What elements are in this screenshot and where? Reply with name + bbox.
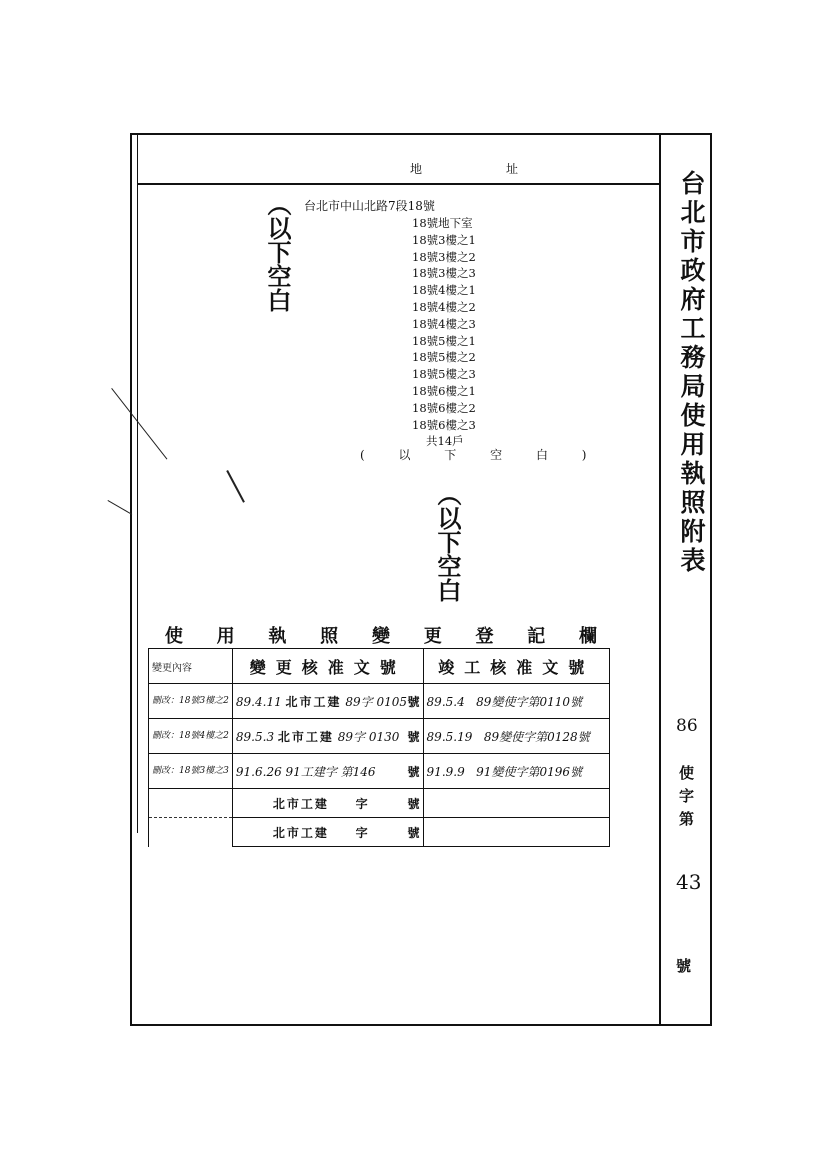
change-content [149, 818, 233, 847]
license-year: 86 [676, 716, 698, 736]
address-unit: 18號4樓之3 [412, 316, 476, 331]
register-title-char: 用 [216, 626, 235, 647]
completion-approval [423, 754, 609, 789]
address-main: 台北市中山北路7段18號 [304, 199, 435, 213]
approval-no: 第146 [340, 764, 376, 779]
approval-suffix: 號 [407, 729, 420, 744]
handwritten-blank-stamp: ︵以下空白 [263, 192, 292, 312]
change-content [149, 789, 233, 818]
completion-approval [423, 684, 609, 719]
approval-prefix: 北市工建 [272, 825, 329, 840]
change-content: 刪改：18號3樓之2 [149, 684, 233, 719]
register-header-row [149, 649, 610, 684]
completion-approval [423, 789, 609, 818]
address-unit: 18號地下室 [412, 216, 473, 230]
approval-prefix: 北市工建 [285, 694, 342, 709]
address-unit: 18號5樓之3 [412, 367, 476, 382]
header-change-content: 變更內容 [149, 649, 233, 684]
handwritten-blank-stamp-2: ︵以下空白 [433, 482, 462, 602]
table-row [149, 789, 610, 818]
completion-date: 89.5.19 [426, 729, 473, 744]
approval-suffix: 號 [407, 825, 420, 840]
approval-mid: 89字 [345, 694, 373, 709]
license-prefix: 使字第 [677, 765, 695, 834]
change-approval [232, 719, 423, 754]
approval-prefix: 北市工建 [272, 796, 329, 811]
completion-date: 89.5.4 [426, 694, 465, 709]
address-unit-list [412, 215, 476, 450]
approval-date: 91.6.26 [235, 764, 282, 779]
address-unit: 18號3樓之3 [412, 266, 476, 281]
address-unit: 18號5樓之1 [412, 333, 476, 348]
approval-date: 89.4.11 [235, 694, 282, 709]
completion-approval [423, 719, 609, 754]
change-content: 刪改：18號3樓之3 [149, 754, 233, 789]
register-table [148, 648, 610, 847]
completion-no: 91變使字第0196號 [476, 764, 582, 779]
address-unit: 18號4樓之2 [412, 299, 476, 314]
document-title: 台北市政府工務局使用執照附表 [677, 170, 706, 576]
approval-no: 0105 [376, 694, 408, 709]
address-total: 共14戶 [426, 434, 464, 449]
approval-mid: 字 [355, 796, 370, 811]
header-char-1: 地 [410, 162, 423, 176]
address-unit: 18號3樓之1 [412, 232, 476, 247]
change-content: 刪改：18號4樓之2 [149, 719, 233, 754]
approval-suffix: 號 [407, 796, 420, 811]
table-row [149, 818, 610, 847]
table-row [149, 684, 610, 719]
register-title-char: 使 [164, 626, 183, 647]
address-unit: 18號4樓之1 [412, 283, 476, 298]
address-unit: 18號6樓之1 [412, 383, 476, 398]
register-title-char: 欄 [579, 626, 597, 647]
approval-prefix: 北市工建 [277, 729, 334, 744]
completion-no: 89變使字第0128號 [483, 729, 590, 744]
register-title [148, 622, 614, 648]
completion-approval [423, 818, 609, 847]
header-completion-approval: 竣工核准文號 [423, 649, 609, 684]
header-char-2: 址 [506, 162, 519, 176]
change-approval [232, 754, 423, 789]
blank-note: ( 以 下 空 白 ) [360, 448, 602, 462]
approval-mid: 89字 [337, 729, 366, 744]
address-unit: 18號6樓之2 [412, 400, 476, 415]
side-column-divider [659, 133, 661, 1026]
address-unit: 18號6樓之3 [412, 417, 476, 432]
completion-date: 91.9.9 [426, 764, 465, 779]
approval-mid: 91工建字 [285, 764, 337, 779]
scan-mark [108, 500, 133, 515]
register-title-char: 記 [527, 626, 546, 647]
inner-left-rule [137, 133, 138, 833]
register-title-char: 登 [475, 626, 494, 647]
approval-no: 0130 [368, 729, 400, 744]
license-suffix: 號 [676, 957, 692, 975]
change-register [148, 616, 614, 840]
approval-mid: 字 [355, 825, 370, 840]
register-title-char: 照 [320, 626, 339, 647]
change-approval [232, 684, 423, 719]
address-unit: 18號5樓之2 [412, 350, 476, 365]
table-row [149, 719, 610, 754]
register-title-char: 更 [423, 626, 442, 647]
approval-suffix: 號 [407, 764, 420, 779]
approval-suffix: 號 [407, 694, 420, 709]
approval-date: 89.5.3 [235, 729, 275, 744]
register-title-char: 變 [371, 626, 390, 647]
change-approval [232, 818, 423, 847]
address-unit: 18號3樓之2 [412, 249, 476, 264]
change-approval [232, 789, 423, 818]
table-row [149, 754, 610, 789]
completion-no: 89變使字第0110號 [476, 694, 582, 709]
header-rule [137, 183, 660, 185]
header-change-approval: 變更核准文號 [232, 649, 423, 684]
license-serial: 43 [676, 870, 702, 894]
register-title-char: 執 [268, 626, 287, 647]
